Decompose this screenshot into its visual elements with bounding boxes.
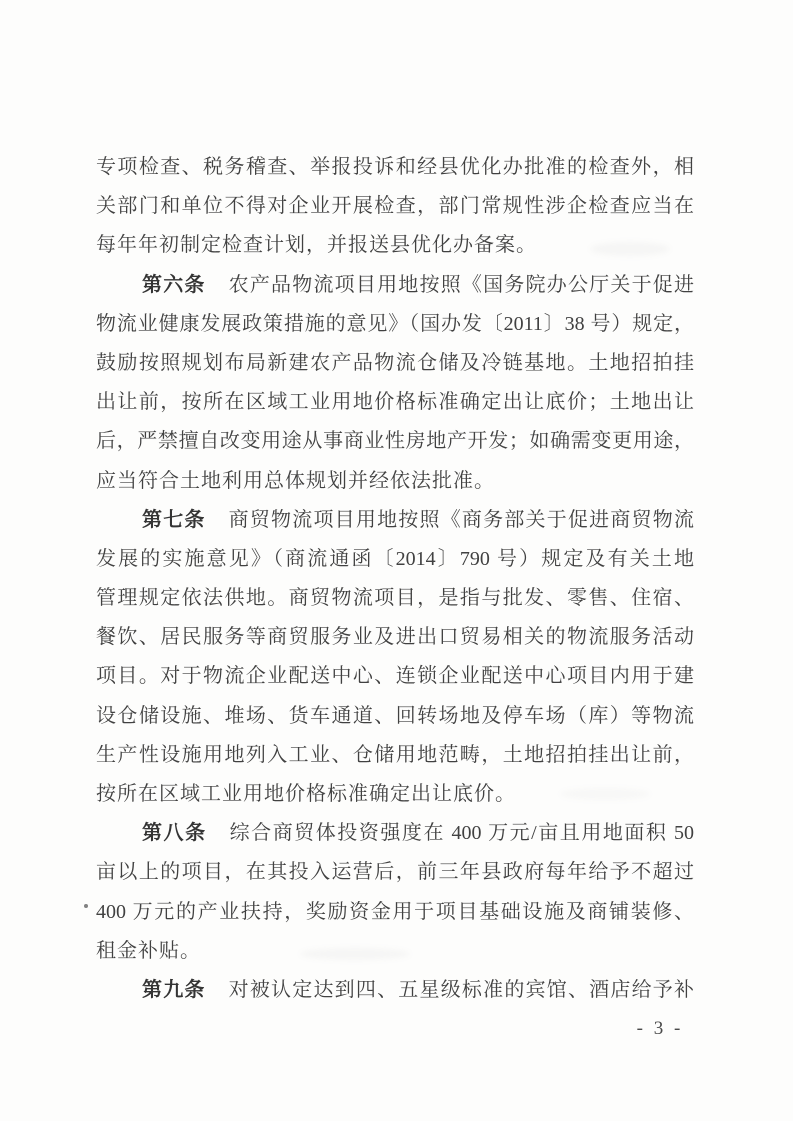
scan-speckle-dot — [84, 904, 88, 908]
article-line-text: 商贸物流项目用地按照《商务部关于促进商贸物流 — [228, 508, 694, 531]
text-line: 餐饮、居民服务等商贸服务业及进出口贸易相关的物流服务活动 — [96, 626, 694, 649]
text-line: 400 万元的产业扶持，奖励资金用于项目基础设施及商铺装修、 — [96, 900, 694, 923]
article-line-text: 农产品物流项目用地按照《国务院办公厅关于促进 — [228, 273, 694, 296]
text-line: 应当符合土地利用总体规划并经依法批准。 — [96, 469, 495, 492]
article-line-text: 对被认定达到四、五星级标准的宾馆、酒店给予补 — [228, 978, 694, 1001]
text-line: 设仓储设施、堆场、货车通道、回转场地及停车场（库）等物流 — [96, 704, 694, 727]
text-line: 按所在区域工业用地价格标准确定出让底价。 — [96, 783, 516, 805]
article-heading-line — [96, 971, 694, 1010]
text-line: 后，严禁擅自改变用途从事商业性房地产开发；如确需变更用途， — [96, 430, 694, 453]
text-line: 项目。对于物流企业配送中心、连锁企业配送中心项目内用于建 — [96, 665, 694, 688]
text-line: 专项检查、税务稽查、举报投诉和经县优化办批准的检查外，相 — [96, 156, 694, 178]
text-line: 出让前，按所在区域工业用地价格标准确定出让底价；土地出让 — [96, 391, 694, 414]
article-line-text: 综合商贸体投资强度在 400 万元/亩且用地面积 50 — [229, 822, 694, 845]
text-line: 每年年初制定检查计划，并报送县优化办备案。 — [96, 234, 537, 257]
article-heading-line — [96, 501, 694, 540]
article-heading-line — [96, 814, 694, 853]
text-line: 关部门和单位不得对企业开展检查，部门常规性涉企检查应当在 — [96, 195, 694, 218]
article-number-label: 第六条 — [142, 273, 206, 296]
page-number: - 3 - — [636, 1018, 684, 1039]
article-heading-line — [96, 266, 694, 305]
text-line: 租金补贴。 — [96, 939, 201, 962]
article-number-label: 第八条 — [142, 822, 207, 845]
text-line: 鼓励按照规划布局新建农产品物流仓储及冷链基地。土地招拍挂 — [96, 351, 694, 374]
text-block — [96, 148, 694, 1010]
text-line: 物流业健康发展政策措施的意见》（国办发〔2011〕38 号）规定， — [96, 312, 694, 335]
text-line: 管理规定依法供地。商贸物流项目，是指与批发、零售、住宿、 — [96, 587, 694, 610]
text-line: 发展的实施意见》（商流通函〔2014〕790 号）规定及有关土地 — [96, 547, 694, 570]
text-line: 生产性设施用地列入工业、仓储用地范畴，土地招拍挂出让前， — [96, 743, 694, 766]
text-line: 亩以上的项目，在其投入运营后，前三年县政府每年给予不超过 — [96, 861, 694, 884]
article-number-label: 第九条 — [142, 978, 206, 1001]
article-number-label: 第七条 — [142, 508, 206, 531]
